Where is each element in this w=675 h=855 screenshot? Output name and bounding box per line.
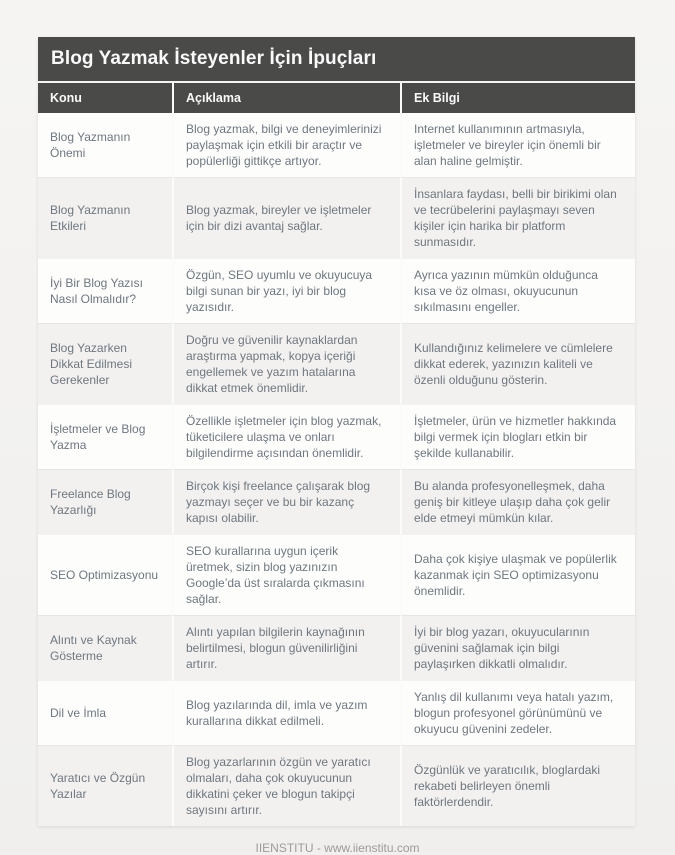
table-row xyxy=(38,404,635,469)
cell-konu: Blog Yazmanın Önemi xyxy=(50,130,131,160)
cell-aciklama: Alıntı yapılan bilgilerin kaynağının belirtilmesi, blogun güvenilirliğini artırır. xyxy=(172,615,400,680)
column-header-konu: Konu xyxy=(38,83,172,113)
cell-konu: SEO Optimizasyonu xyxy=(38,534,172,615)
table-row xyxy=(38,323,635,404)
cell-konu: Blog Yazarken Dikkat Edilmesi Gerekenler xyxy=(38,323,172,404)
table-row xyxy=(38,177,635,258)
cell-aciklama: Doğru ve güvenilir kaynaklardan araştırma yapmak, kopya içeriği engellemek ve yazım hatalarına dikkat etmek önemlidir. xyxy=(172,323,400,404)
tips-table-card xyxy=(38,37,635,826)
table-body xyxy=(38,113,635,826)
cell-aciklama: Blog yazmak, bireyler ve işletmeler için bir dizi avantaj sağlar. xyxy=(172,177,400,258)
cell-konu: Alıntı ve Kaynak Gösterme xyxy=(38,615,172,680)
cell-ek-bilgi: Internet kullanımının artmasıyla, işletmeler ve bireyler için önemli bir alan haline gelmiştir. xyxy=(400,113,635,177)
cell-ek-bilgi: Özgünlük ve yaratıcılık, bloglardaki rekabeti belirleyen önemli faktörlerdendir. xyxy=(400,745,635,826)
page-title: Blog Yazmak İsteyenler İçin İpuçları xyxy=(38,37,635,81)
cell-konu: Freelance Blog Yazarlığı xyxy=(38,469,172,534)
cell-aciklama: Blog yazılarında dil, imla ve yazım kurallarına dikkat edilmeli. xyxy=(172,680,400,745)
cell-konu: İşletmeler ve Blog Yazma xyxy=(38,404,172,469)
cell-konu: Blog Yazmanın Etkileri xyxy=(38,177,172,258)
cell-konu: Yaratıcı ve Özgün Yazılar xyxy=(38,745,172,826)
cell-konu: Dil ve İmla xyxy=(38,680,172,745)
cell-aciklama: Blog yazmak, bilgi ve deneyimlerinizi paylaşmak için etkili bir araçtır ve popülerliği gittikçe artıyor. xyxy=(172,113,400,177)
cell-ek-bilgi: Daha çok kişiye ulaşmak ve popülerlik kazanmak için SEO optimizasyonu önemlidir. xyxy=(400,534,635,615)
table-row xyxy=(38,469,635,534)
footer-credit: IIENSTITU - www.iienstitu.com xyxy=(255,841,420,855)
cell-aciklama: Birçok kişi freelance çalışarak blog yazmayı seçer ve bu bir kazanç kapısı olabilir. xyxy=(172,469,400,534)
table-row xyxy=(38,745,635,826)
cell-aciklama: Blog yazarlarının özgün ve yaratıcı olmaları, daha çok okuyucunun dikkatini çeker ve blogun takipçi sayısını artırır. xyxy=(172,745,400,826)
cell-ek-bilgi: Ayrıca yazının mümkün olduğunca kısa ve öz olması, okuyucunun sıkılmasını engeller. xyxy=(400,258,635,323)
table-row xyxy=(38,615,635,680)
cell-ek-bilgi: Bu alanda profesyonelleşmek, daha geniş bir kitleye ulaşıp daha çok gelir elde etmeyi mümkün kılar. xyxy=(400,469,635,534)
cell-ek-bilgi: İnsanlara faydası, belli bir birikimi olan ve tecrübelerini paylaşmayı seven kişiler için harika bir platform sunmasıdır. xyxy=(400,177,635,258)
column-header-ek-bilgi: Ek Bilgi xyxy=(400,83,635,113)
cell-ek-bilgi: Yanlış dil kullanımı veya hatalı yazım, blogun profesyonel görünümünü ve okuyucu güvenini zedeler. xyxy=(400,680,635,745)
table-header-row xyxy=(38,83,635,113)
tips-table xyxy=(38,83,635,826)
table-row xyxy=(38,258,635,323)
cell-aciklama: Özgün, SEO uyumlu ve okuyucuya bilgi sunan bir yazı, iyi bir blog yazısıdır. xyxy=(172,258,400,323)
cell-aciklama: Özellikle işletmeler için blog yazmak, tüketicilere ulaşma ve onları bilgilendirme açısından önemlidir. xyxy=(172,404,400,469)
cell-ek-bilgi: İyi bir blog yazarı, okuyucularının güvenini sağlamak için bilgi paylaşırken dikkatli olmalıdır. xyxy=(400,615,635,680)
column-header-aciklama: Açıklama xyxy=(172,83,400,113)
cell-konu: İyi Bir Blog Yazısı Nasıl Olmalıdır? xyxy=(38,258,172,323)
table-row xyxy=(38,113,635,177)
table-row xyxy=(38,680,635,745)
cell-aciklama: SEO kurallarına uygun içerik üretmek, sizin blog yazınızın Google’da üst sıralarda çıkmasını sağlar. xyxy=(172,534,400,615)
cell-ek-bilgi: Kullandığınız kelimelere ve cümlelere dikkat ederek, yazınızın kaliteli ve özenli olduğunu gösterin. xyxy=(400,323,635,404)
cell-ek-bilgi: İşletmeler, ürün ve hizmetler hakkında bilgi vermek için blogları etkin bir şekilde kullanabilir. xyxy=(400,404,635,469)
table-row xyxy=(38,534,635,615)
